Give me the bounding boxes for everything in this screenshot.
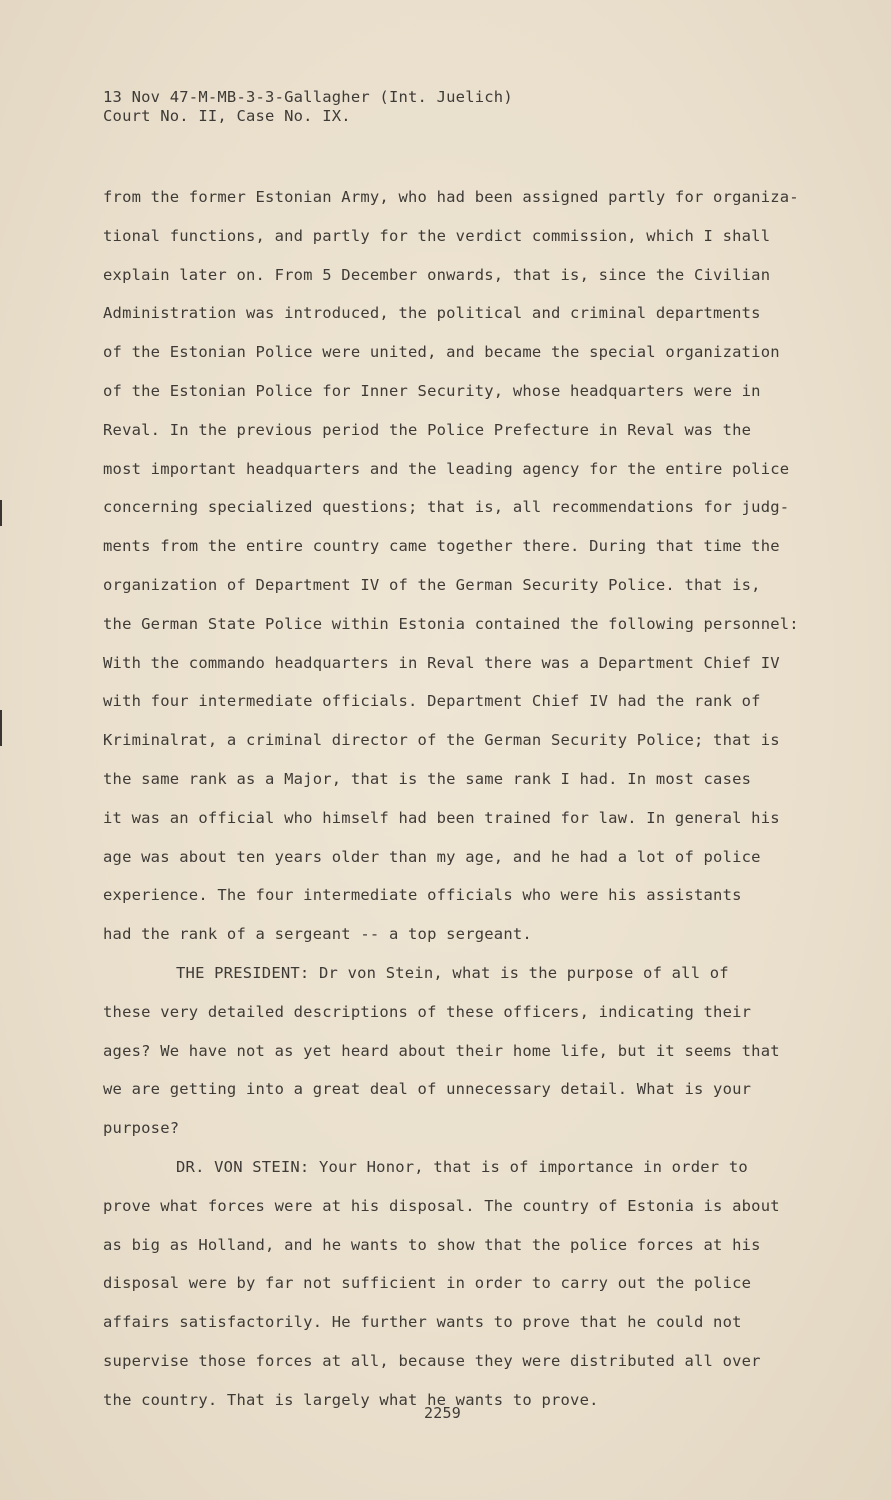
body-line: purpose? — [103, 1119, 180, 1138]
body-line: most important headquarters and the leading agency for the entire police — [103, 459, 790, 478]
body-line: Kriminalrat, a criminal director of the German Security Police; that is — [103, 731, 780, 750]
body-line: Reval. In the previous period the Police Prefecture in Reval was the — [103, 420, 752, 439]
body-line: from the former Estonian Army, who had been assigned partly for organiza- — [103, 188, 799, 206]
body-line: these very detailed descriptions of these officers, indicating their — [103, 1002, 752, 1021]
header-line: 13 Nov 47-M-MB-3-3-Gallagher (Int. Juelich) — [103, 88, 513, 106]
left-edge-mark — [0, 500, 2, 526]
body-line: ments from the entire country came together there. During that time the — [103, 537, 780, 556]
body-line: tional functions, and partly for the verdict commission, which I shall — [103, 226, 771, 245]
body-line: affairs satisfactorily. He further wants to prove that he could not — [103, 1313, 742, 1332]
body-line: disposal were by far not sufficient in order to carry out the police — [103, 1274, 752, 1293]
body-line: it was an official who himself had been trained for law. In general his — [103, 808, 780, 827]
body-line: explain later on. From 5 December onwards, that is, since the Civilian — [103, 265, 771, 284]
body-line-president: THE PRESIDENT: Dr von Stein, what is the purpose of all of — [176, 963, 729, 982]
body-line: the country. That is largely what he wants to prove. — [103, 1390, 599, 1409]
header-line: Court No. II, Case No. IX. — [103, 107, 351, 125]
body-line: supervise those forces at all, because they were distributed all over — [103, 1351, 761, 1370]
body-line-counsel: DR. VON STEIN: Your Honor, that is of importance in order to — [176, 1157, 748, 1176]
body-line: age was about ten years older than my age, and he had a lot of police — [103, 847, 761, 866]
body-line: concerning specialized questions; that is, all recommendations for judg- — [103, 498, 790, 517]
body-line: Administration was introduced, the political and criminal departments — [103, 304, 761, 323]
body-line: as big as Holland, and he wants to show that the police forces at his — [103, 1235, 761, 1254]
body-line: with four intermediate officials. Department Chief IV had the rank of — [103, 692, 761, 711]
body-line: the same rank as a Major, that is the same rank I had. In most cases — [103, 769, 752, 788]
body-line: we are getting into a great deal of unnecessary detail. What is your — [103, 1080, 752, 1099]
left-edge-mark — [0, 710, 2, 746]
body-line: had the rank of a sergeant -- a top sergeant. — [103, 925, 532, 944]
body-line: of the Estonian Police were united, and became the special organization — [103, 343, 780, 362]
body-line: prove what forces were at his disposal. The country of Estonia is about — [103, 1196, 780, 1215]
body-line: With the commando headquarters in Reval there was a Department Chief IV — [103, 653, 780, 672]
document-header — [103, 88, 513, 126]
body-line: the German State Police within Estonia contained the following personnel: — [103, 614, 799, 633]
body-line: of the Estonian Police for Inner Security, whose headquarters were in — [103, 381, 761, 400]
page-number: 2259 — [424, 1404, 461, 1422]
body-line: organization of Department IV of the German Security Police. that is, — [103, 575, 761, 594]
transcript-body — [103, 178, 823, 1420]
body-line: ages? We have not as yet heard about their home life, but it seems that — [103, 1041, 780, 1060]
body-line: experience. The four intermediate officials who were his assistants — [103, 886, 742, 905]
